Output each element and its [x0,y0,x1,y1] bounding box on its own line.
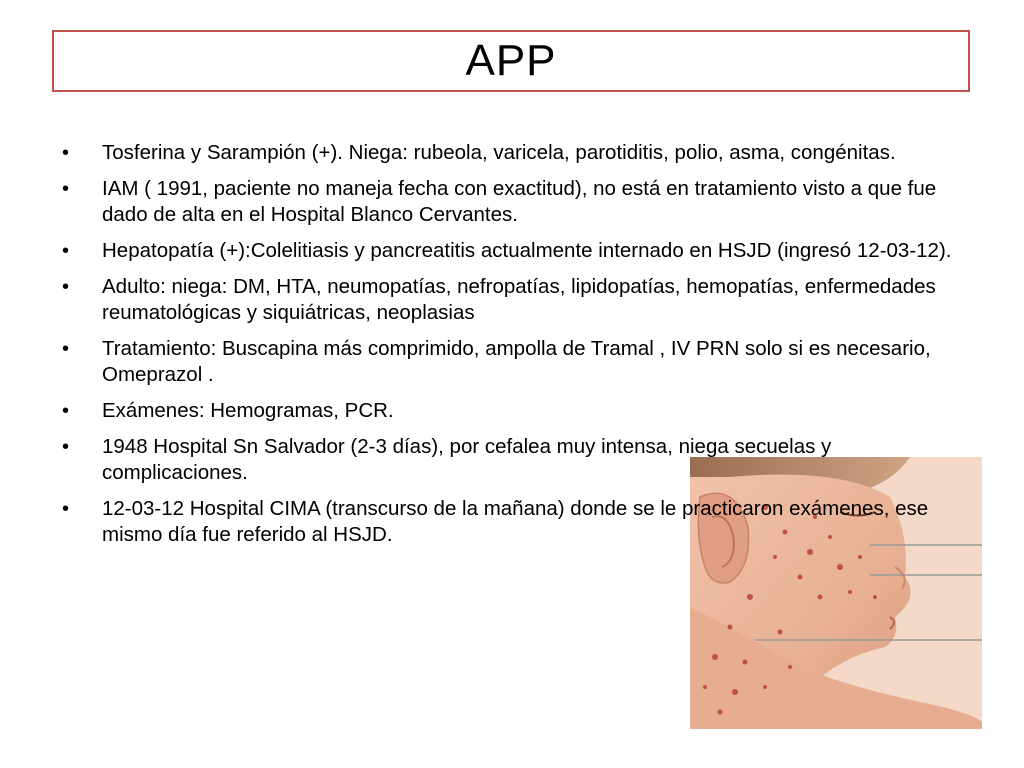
list-item [60,496,970,548]
list-item [60,434,970,486]
bullet-list [60,140,970,558]
list-item [60,238,970,264]
slide-title: APP [465,36,557,85]
bullet-text: 12-03-12 Hospital CIMA (transcurso de la mañana) donde se le practicaron exámenes, ese mismo día fue referido al HSJD. [102,497,929,546]
list-item [60,176,970,228]
title-box [52,30,970,92]
bullet-glyph: • [62,178,70,200]
bullet-glyph: • [62,436,70,458]
list-item [60,274,970,326]
bullet-text: 1948 Hospital Sn Salvador (2-3 días), por cefalea muy intensa, niega secuelas y complicaciones. [102,435,832,484]
bullet-text: IAM ( 1991, paciente no maneja fecha con exactitud), no está en tratamiento visto a que fue dado de alta en el Hospital Blanco Cervantes. [102,177,937,226]
bullet-text: Exámenes: Hemogramas, PCR. [102,399,394,422]
list-item [60,140,970,166]
bullet-text: Hepatopatía (+):Colelitiasis y pancreatitis actualmente internado en HSJD (ingresó 12-03-12). [102,239,952,262]
list-item [60,336,970,388]
bullet-glyph: • [62,338,70,360]
bullet-glyph: • [62,400,70,422]
bullet-text: Tratamiento: Buscapina más comprimido, ampolla de Tramal , IV PRN solo si es necesario, Omeprazol . [102,337,931,386]
list-item [60,398,970,424]
bullet-text: Tosferina y Sarampión (+). Niega: rubeola, varicela, parotiditis, polio, asma, congénitas. [102,141,896,164]
bullet-glyph: • [62,142,70,164]
bullet-text: Adulto: niega: DM, HTA, neumopatías, nefropatías, lipidopatías, hemopatías, enfermedades reumatológicas y siquiátricas, neoplasias [102,275,936,324]
bullet-glyph: • [62,240,70,262]
bullet-glyph: • [62,498,70,520]
bullet-glyph: • [62,276,70,298]
